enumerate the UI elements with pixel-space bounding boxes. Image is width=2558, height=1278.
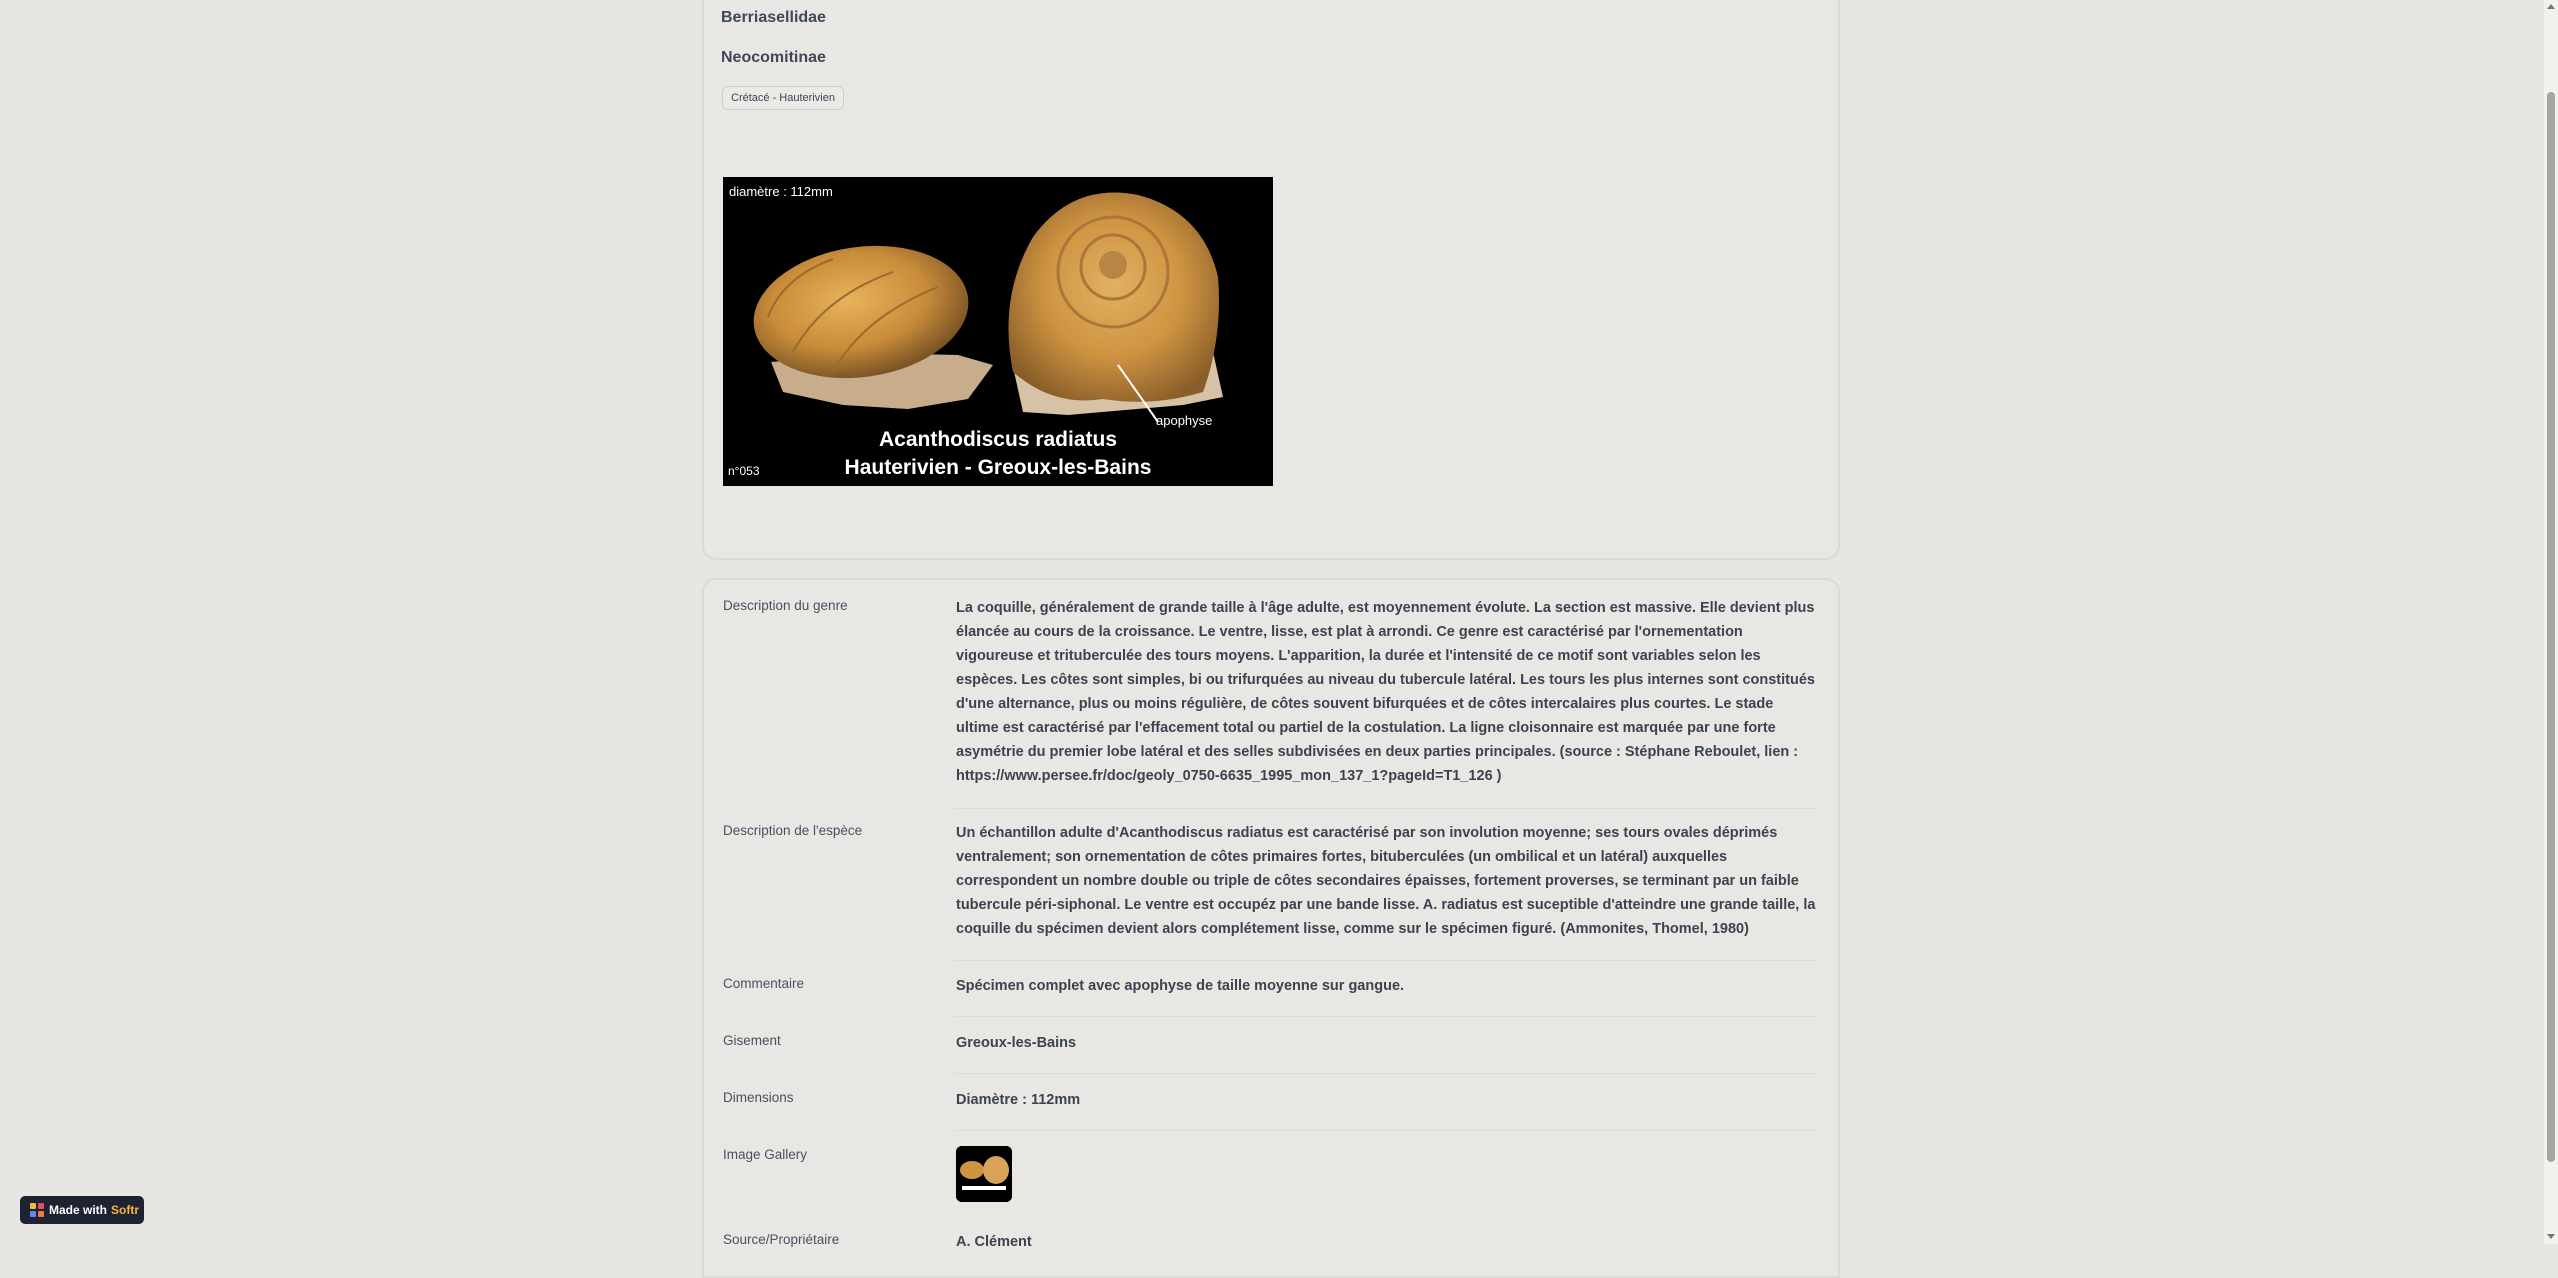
dimensions-label: Dimensions — [723, 1090, 794, 1105]
genre-description-label: Description du genre — [723, 598, 848, 613]
divider — [955, 1016, 1817, 1017]
scroll-down-icon[interactable] — [2547, 1234, 2555, 1239]
genre-description-value: La coquille, généralement de grande taille à l'âge adulte, est moyennement évolute. La section est massive. Elle devient plus élancée au cours de la croissance. Le ventre, lisse, est plat à arrondi. Ce genre est caractérisé par l'ornementation vigoureuse et trituberculée des tours moyens. L'apparition, la durée et l'intensité de ce motif sont variables selon les espèces. Les côtes sont simples, bi ou trifurquées au niveau du tubercule latéral. Les tours les plus internes sont constitués d'une alternance, plus ou moins régulière, de côtes souvent bifurquées et de côtes intercalaires plus courtes. Le stade ultime est caractérisé par l'effacement total ou partiel de la costulation. La ligne cloisonnaire est marquée par une forte asymétrie du premier lobe latéral et des selles subdivisées en deux parties principales. (source : Stéphane Reboulet, lien : https://www.persee.fr/doc/geoly_0750-6635_1995_mon_137_1?pageId=T1_126 ) — [956, 600, 1815, 784]
divider — [955, 808, 1817, 809]
period-tag: Crétacé - Hauterivien — [722, 86, 844, 110]
gallery-label: Image Gallery — [723, 1147, 808, 1162]
family-name: Berriasellidae — [721, 9, 826, 26]
comment-label: Commentaire — [723, 976, 805, 991]
badge-prefix: Made with — [49, 1203, 108, 1217]
badge-brand: Softr — [111, 1203, 140, 1217]
scrollbar-thumb[interactable] — [2547, 92, 2555, 1162]
species-caption: Acanthodiscus radiatus — [878, 428, 1118, 451]
specimen-main-image[interactable] — [723, 177, 1273, 486]
specimen-number: n°053 — [728, 464, 760, 478]
divider — [955, 960, 1817, 961]
source-label: Source/Propriétaire — [723, 1232, 840, 1247]
divider — [955, 1073, 1817, 1074]
softr-logo-icon — [30, 1203, 44, 1217]
scroll-up-icon[interactable] — [2547, 4, 2555, 9]
species-description-value: Un échantillon adulte d'Acanthodiscus radiatus est caractérisé par son involution moyenne; ses tours ovales déprimés ventralement; son ornementation de côtes primaires fortes, bituberculées (un ombilical et un latéral) auxquelles correspondent un nombre double ou triple de côtes secondaires épaisses, fortement proverses, se terminant par un faible tubercule péri-siphonal. Le ventre est occupéz par une bande lisse. A. radiatus est suceptible d'atteindre une grande taille, la coquille du spécimen devient alors complétement lisse, comme sur le spécimen figuré. (Ammonites, Thomel, 1980) — [956, 825, 1816, 937]
dimensions-value: Diamètre : 112mm — [956, 1092, 1081, 1108]
deposit-value: Greoux-les-Bains — [956, 1035, 1077, 1051]
made-with-softr-badge[interactable] — [20, 1196, 144, 1224]
species-description-label: Description de l'espèce — [723, 823, 863, 838]
locality-caption: Hauterivien - Greoux-les-Bains — [844, 456, 1152, 479]
divider — [955, 1130, 1817, 1131]
gallery-thumbnail-image — [956, 1146, 1012, 1202]
source-value: A. Clément — [956, 1234, 1032, 1250]
diameter-label: diamètre : 112mm — [729, 184, 833, 199]
gallery-thumbnail[interactable] — [956, 1146, 1012, 1202]
apophyse-label: apophyse — [1156, 413, 1213, 428]
comment-value: Spécimen complet avec apophyse de taille moyenne sur gangue. — [956, 978, 1405, 994]
deposit-label: Gisement — [723, 1033, 781, 1048]
subfamily-name: Neocomitinae — [721, 49, 826, 66]
